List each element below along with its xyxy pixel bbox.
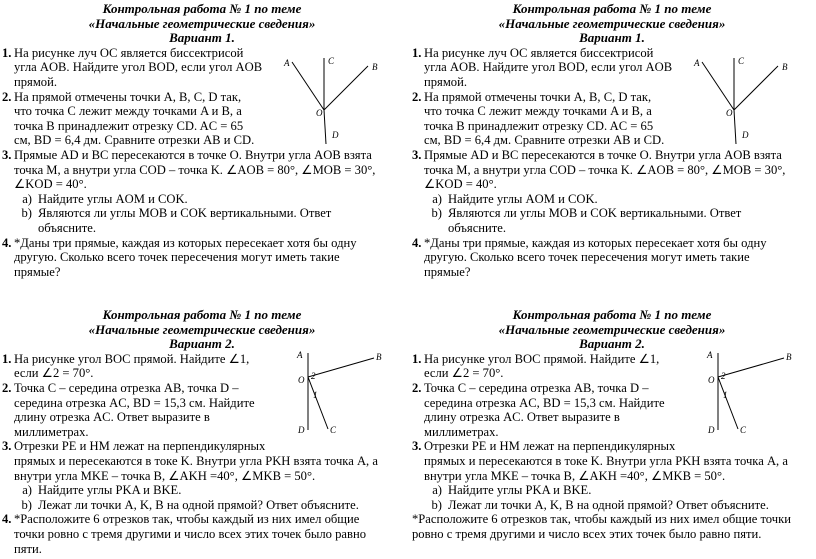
- subitem-marker: a): [432, 483, 442, 498]
- problem-number: 2.: [2, 380, 12, 395]
- problem-3a: Найдите углы AOM и COK.: [448, 191, 598, 206]
- angle-label-1: 1: [723, 390, 728, 400]
- point-label-a: A: [707, 350, 713, 360]
- problem-number: 4.: [412, 235, 422, 250]
- problem-3b: Лежат ли точки A, K, B на одной прямой? Ответ объясните.: [448, 497, 769, 512]
- problem-1-line: если ∠2 = 70°.: [424, 366, 504, 381]
- subitem-marker: a): [432, 191, 442, 206]
- problem-2-line: см, BD = 6,4 дм. Сравните отрезки AB и CD.: [14, 133, 255, 148]
- problem-4-line: прямые?: [424, 264, 471, 279]
- angle-label-2: 2: [311, 371, 316, 381]
- problem-1-line: прямой.: [14, 74, 57, 89]
- problem-1-line: На рисунке угол BOC прямой. Найдите ∠1,: [424, 351, 660, 366]
- problem-number: 2.: [412, 380, 422, 395]
- point-label-c: C: [738, 56, 745, 66]
- problem-4-line: пяти.: [14, 541, 42, 556]
- point-label-b: B: [376, 352, 382, 362]
- problem-number: 4.: [2, 235, 12, 250]
- problem-3-line: Прямые AD и BC пересекаются в точке O. Внутри угла AOB взята: [14, 147, 372, 162]
- point-label-o: O: [298, 375, 305, 385]
- problem-3a: Найдите углы AOM и COK.: [38, 191, 188, 206]
- problem-3-line: прямых и пересекаются в токе K. Внутри угла PKH взята точка A, а: [424, 453, 788, 468]
- point-label-c: C: [740, 425, 747, 435]
- problem-2-line: На прямой отмечены точки A, B, C, D так,: [14, 89, 242, 104]
- figure-right-angle: [704, 350, 794, 436]
- problem-2-line: см, BD = 6,4 дм. Сравните отрезки AB и CD.: [424, 133, 665, 148]
- problem-2-line: миллиметрах.: [14, 424, 89, 439]
- header-variant: Вариант 2.: [169, 336, 235, 352]
- problem-1-line: угла AOB. Найдите угол BOD, если угол AOB: [14, 60, 263, 75]
- problem-1-line: прямой.: [424, 74, 467, 89]
- problem-2-line: точка B принадлежит отрезку CD. AC = 65: [424, 118, 654, 133]
- problem-2-line: На прямой отмечены точки A, B, C, D так,: [424, 89, 652, 104]
- problem-3-line: Отрезки PE и HM лежат на перпендикулярных: [424, 439, 676, 454]
- point-label-d: D: [298, 425, 305, 435]
- figure-bisector: [692, 52, 792, 147]
- problem-2-line: середина отрезка AC, BD = 15,3 см. Найдите: [14, 395, 255, 410]
- problem-3-line: ∠KOD = 40°.: [424, 177, 497, 192]
- problem-4-line: *Даны три прямые, каждая из которых пересекает хотя бы одну: [14, 235, 357, 250]
- problem-3a: Найдите углы PKA и BKE.: [38, 483, 182, 498]
- problem-3b-line: Являются ли углы MOB и COK вертикальными. Ответ: [38, 206, 332, 221]
- subitem-marker: b): [21, 497, 32, 512]
- problem-4-line: другую. Сколько всего точек пересечения могут иметь такие: [14, 250, 340, 265]
- subitem-marker: b): [21, 206, 32, 221]
- angle-label-2: 2: [721, 371, 726, 381]
- header-variant: Вариант 1.: [579, 30, 645, 46]
- header-line: Контрольная работа № 1 по теме: [512, 307, 712, 322]
- problem-3b: Лежат ли точки A, K, B на одной прямой? Ответ объясните.: [38, 497, 359, 512]
- point-label-b: B: [786, 352, 792, 362]
- problem-4-line: *Даны три прямые, каждая из которых пересекает хотя бы одну: [424, 235, 767, 250]
- problem-3-line: точка M, а внутри угла COD – точка K. ∠AOB = 80°, ∠MOB = 30°,: [14, 162, 376, 177]
- problem-number: 4.: [2, 512, 12, 527]
- problem-3-line: Отрезки PE и HM лежат на перпендикулярных: [14, 439, 266, 454]
- point-label-d: D: [332, 130, 339, 140]
- figure-bisector: [282, 52, 382, 147]
- problem-3b-line: Являются ли углы MOB и COK вертикальными. Ответ: [448, 206, 742, 221]
- point-label-c: C: [330, 425, 337, 435]
- subitem-marker: b): [431, 497, 442, 512]
- point-label-o: O: [316, 108, 323, 118]
- problem-1-line: На рисунке луч OC является биссектрисой: [14, 45, 244, 60]
- point-label-d: D: [742, 130, 749, 140]
- problem-3-line: прямых и пересекаются в токе K. Внутри угла PKH взята точка A, а: [14, 453, 378, 468]
- problem-number: 1.: [412, 45, 422, 60]
- subitem-marker: b): [431, 206, 442, 221]
- point-label-b: B: [372, 62, 378, 72]
- header-variant: Вариант 2.: [579, 336, 645, 352]
- problem-4-line: ровно с тремя другими и число всех этих точек было равно пяти.: [412, 526, 762, 541]
- problem-number: 3.: [2, 439, 12, 454]
- point-label-a: A: [284, 58, 290, 68]
- problem-2-line: Точка C – середина отрезка AB, точка D –: [424, 380, 649, 395]
- point-label-o: O: [708, 375, 715, 385]
- problem-3-line: внутри угла MKE – точка B, ∠AKH =40°, ∠MKB = 50°.: [14, 468, 316, 483]
- problem-number: 1.: [412, 351, 422, 366]
- header-topic: «Начальные геометрические сведения»: [88, 321, 316, 337]
- problem-4-line: прямые?: [14, 264, 61, 279]
- figure-right-angle: [294, 350, 384, 436]
- point-label-b: B: [782, 62, 788, 72]
- problem-2-line: длину отрезка AC. Ответ выразите в: [14, 410, 210, 425]
- header-line: Контрольная работа № 1 по теме: [102, 307, 302, 322]
- problem-1-line: угла AOB. Найдите угол BOD, если угол AOB: [424, 60, 673, 75]
- problem-number: 3.: [412, 147, 422, 162]
- problem-number: 3.: [412, 439, 422, 454]
- problem-number: 1.: [2, 45, 12, 60]
- problem-number: 1.: [2, 351, 12, 366]
- problem-2-line: середина отрезка AC, BD = 15,3 см. Найдите: [424, 395, 665, 410]
- problem-1-line: если ∠2 = 70°.: [14, 366, 94, 381]
- problem-3b-line: объясните.: [38, 220, 97, 235]
- header-variant: Вариант 1.: [169, 30, 235, 46]
- point-label-o: O: [726, 108, 733, 118]
- header-line: Контрольная работа № 1 по теме: [512, 1, 712, 16]
- problem-2-line: что точка C лежит между точками A и B, а: [424, 104, 652, 119]
- header-topic: «Начальные геометрические сведения»: [88, 15, 316, 31]
- subitem-marker: a): [22, 483, 32, 498]
- problem-3a: Найдите углы PKA и BKE.: [448, 483, 592, 498]
- problem-4-line: *Расположите 6 отрезков так, чтобы каждый из них имел общие: [14, 512, 360, 527]
- problem-4-line: точки ровно с тремя другими и число всех этих точек было равно: [14, 526, 366, 541]
- point-label-d: D: [708, 425, 715, 435]
- header-topic: «Начальные геометрические сведения»: [498, 15, 726, 31]
- header-line: Контрольная работа № 1 по теме: [102, 1, 302, 16]
- problem-2-line: что точка C лежит между точками A и B, а: [14, 104, 242, 119]
- problem-3-line: ∠KOD = 40°.: [14, 177, 87, 192]
- problem-4-line: *Расположите 6 отрезков так, чтобы каждый из них имел общие точки: [412, 512, 791, 527]
- problem-number: 2.: [412, 89, 422, 104]
- problem-2-line: Точка C – середина отрезка AB, точка D –: [14, 380, 239, 395]
- problem-1-line: На рисунке луч OC является биссектрисой: [424, 45, 654, 60]
- problem-2-line: миллиметрах.: [424, 424, 499, 439]
- problem-3b-line: объясните.: [448, 220, 507, 235]
- point-label-c: C: [328, 56, 335, 66]
- point-label-a: A: [694, 58, 700, 68]
- problem-2-line: длину отрезка AC. Ответ выразите в: [424, 410, 620, 425]
- problem-3-line: внутри угла MKE – точка B, ∠AKH =40°, ∠MKB = 50°.: [424, 468, 726, 483]
- problem-3-line: Прямые AD и BC пересекаются в точке O. Внутри угла AOB взята: [424, 147, 782, 162]
- point-label-a: A: [297, 350, 303, 360]
- angle-label-1: 1: [313, 390, 318, 400]
- problem-number: 2.: [2, 89, 12, 104]
- header-topic: «Начальные геометрические сведения»: [498, 321, 726, 337]
- problem-4-line: другую. Сколько всего точек пересечения могут иметь такие: [424, 250, 750, 265]
- problem-2-line: точка B принадлежит отрезку CD. AC = 65: [14, 118, 244, 133]
- problem-number: 3.: [2, 147, 12, 162]
- problem-3-line: точка M, а внутри угла COD – точка K. ∠AOB = 80°, ∠MOB = 30°,: [424, 162, 786, 177]
- problem-1-line: На рисунке угол BOC прямой. Найдите ∠1,: [14, 351, 250, 366]
- subitem-marker: a): [22, 191, 32, 206]
